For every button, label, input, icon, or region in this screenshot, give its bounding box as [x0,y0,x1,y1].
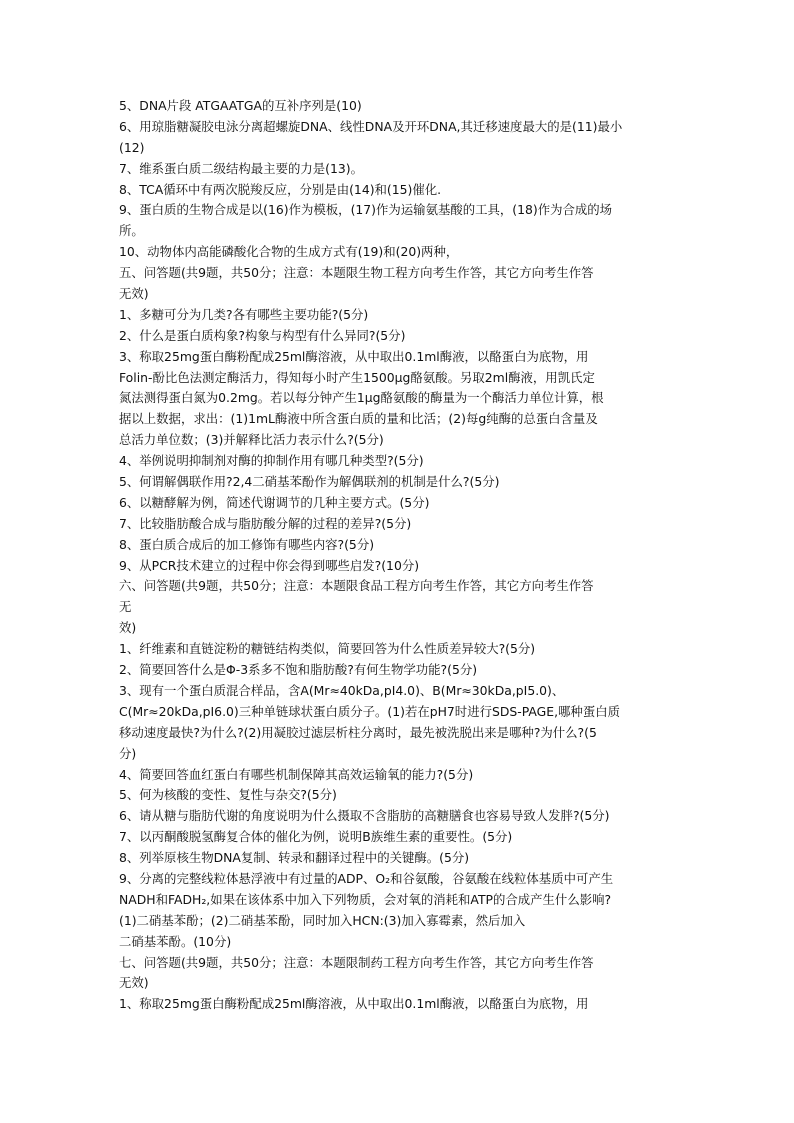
text-line: 5、DNA片段 ATGAATGA的互补序列是(10) [119,98,362,113]
text-line: 6、用琼脂糖凝胶电泳分离超螺旋DNA、线性DNA及开环DNA,其迁移速度最大的是(11)最小 [119,118,623,134]
text-line: 7、以丙酮酸脱氢酶复合体的催化为例，说明B族维生素的重要性。(5分) [119,829,513,845]
text-line: 氮法测得蛋白氮为0.2mg。若以每分钟产生1μg酪氨酸的酶量为一个酶活力单位计算，根 [119,390,604,406]
text-line: 2、简要回答什么是Φ-3系多不饱和脂肪酸?有何生物学功能?(5分) [119,662,478,678]
text-line: 无效) [119,286,149,302]
text-line: Folin-酚比色法测定酶活力，得知每小时产生1500μg酪氨酸。另取2ml酶液，用凯氏定 [119,369,595,385]
text-line: 3、现有一个蛋白质混合样品，含A(Mr≈40kDa,pI4.0)、B(Mr≈30kDa,pI5.0)、 [119,682,565,698]
text-line: 分) [119,745,137,761]
text-line: 6、请从糖与脂肪代谢的角度说明为什么摄取不含脂肪的高糖膳食也容易导致人发胖?(5分) [119,808,610,824]
text-line: 效) [119,620,137,636]
text-line: 1、纤维素和直链淀粉的糖链结构类似，简要回答为什么性质差异较大?(5分) [119,641,536,657]
text-line: 1、多糖可分为几类?各有哪些主要功能?(5分) [119,306,369,322]
text-line: 2、什么是蛋白质构象?构象与构型有什么异同?(5分) [119,327,406,343]
text-line: 8、列举原核生物DNA复制、转录和翻译过程中的关键酶。(5分) [119,850,470,866]
text-line: (12) [119,139,145,155]
text-line: 5、何谓解偶联作用?2,4二硝基苯酚作为解偶联剂的机制是什么?(5分) [119,474,500,490]
text-line: 所。 [119,223,144,239]
text-line: 7、比较脂肪酸合成与脂肪酸分解的过程的差异?(5分) [119,515,412,531]
text-line: 7、维系蛋白质二级结构最主要的力是(13)。 [119,160,363,176]
text-line: 8、蛋白质合成后的加工修饰有哪些内容?(5分) [119,536,375,552]
text-line: 总活力单位数；(3)并解释比活力表示什么?(5分) [119,432,384,448]
text-line: 5、何为核酸的变性、复性与杂交?(5分) [119,787,337,803]
text-line: 3、称取25mg蛋白酶粉配成25ml酶溶液，从中取出0.1ml酶液，以酪蛋白为底物，用 [119,348,589,364]
text-line: 9、分离的完整线粒体悬浮液中有过量的ADP、O₂和谷氨酸，谷氨酸在线粒体基质中可产生 [119,870,614,886]
text-line: 10、动物体内高能磷酸化合物的生成方式有(19)和(20)两种， [119,244,459,260]
text-line: 4、简要回答血红蛋白有哪些机制保障其高效运输氧的能力?(5分) [119,766,474,782]
text-line: 移动速度最快?为什么?(2)用凝胶过滤层析柱分离时，最先被洗脱出来是哪种?为什么?(5 [119,724,597,740]
text-line: 五、问答题(共9题，共50分；注意：本题限生物工程方向考生作答，其它方向考生作答 [119,265,594,281]
text-line: 无 [119,599,132,615]
text-line: 6、以糖酵解为例，简述代谢调节的几种主要方式。(5分) [119,494,430,510]
text-line: 六、问答题(共9题，共50分；注意：本题限食品工程方向考生作答，其它方向考生作答 [119,578,594,594]
text-line: 1、称取25mg蛋白酶粉配成25ml酶溶液，从中取出0.1ml酶液，以酪蛋白为底物，用 [119,996,589,1012]
text-line: 9、从PCR技术建立的过程中你会得到哪些启发?(10分) [119,557,420,573]
document-page [119,96,679,1015]
text-line: C(Mr≈20kDa,pI6.0)三种单链球状蛋白质分子。(1)若在pH7时进行SDS-PAGE,哪种蛋白质 [119,703,620,719]
text-line: NADH和FADH₂,如果在该体系中加入下列物质，会对氧的消耗和ATP的合成产生什么影响? [119,891,612,907]
text-line: 无效) [119,975,149,991]
text-line: 据以上数据，求出：(1)1mL酶液中所含蛋白质的量和比活；(2)每g纯酶的总蛋白含量及 [119,411,598,427]
text-line: 七、问答题(共9题，共50分；注意：本题限制药工程方向考生作答，其它方向考生作答 [119,954,594,970]
text-line: 9、蛋白质的生物合成是以(16)作为模板，(17)作为运输氨基酸的工具，(18)作为合成的场 [119,202,613,218]
text-line: (1)二硝基苯酚；(2)二硝基苯酚，同时加入HCN:(3)加入寡霉素，然后加入 [119,912,526,928]
text-line: 二硝基苯酚。(10分) [119,933,232,949]
text-line: 8、TCA循环中有两次脱羧反应，分别是由(14)和(15)催化. [119,181,442,197]
text-line: 4、举例说明抑制剂对酶的抑制作用有哪几种类型?(5分) [119,453,424,469]
